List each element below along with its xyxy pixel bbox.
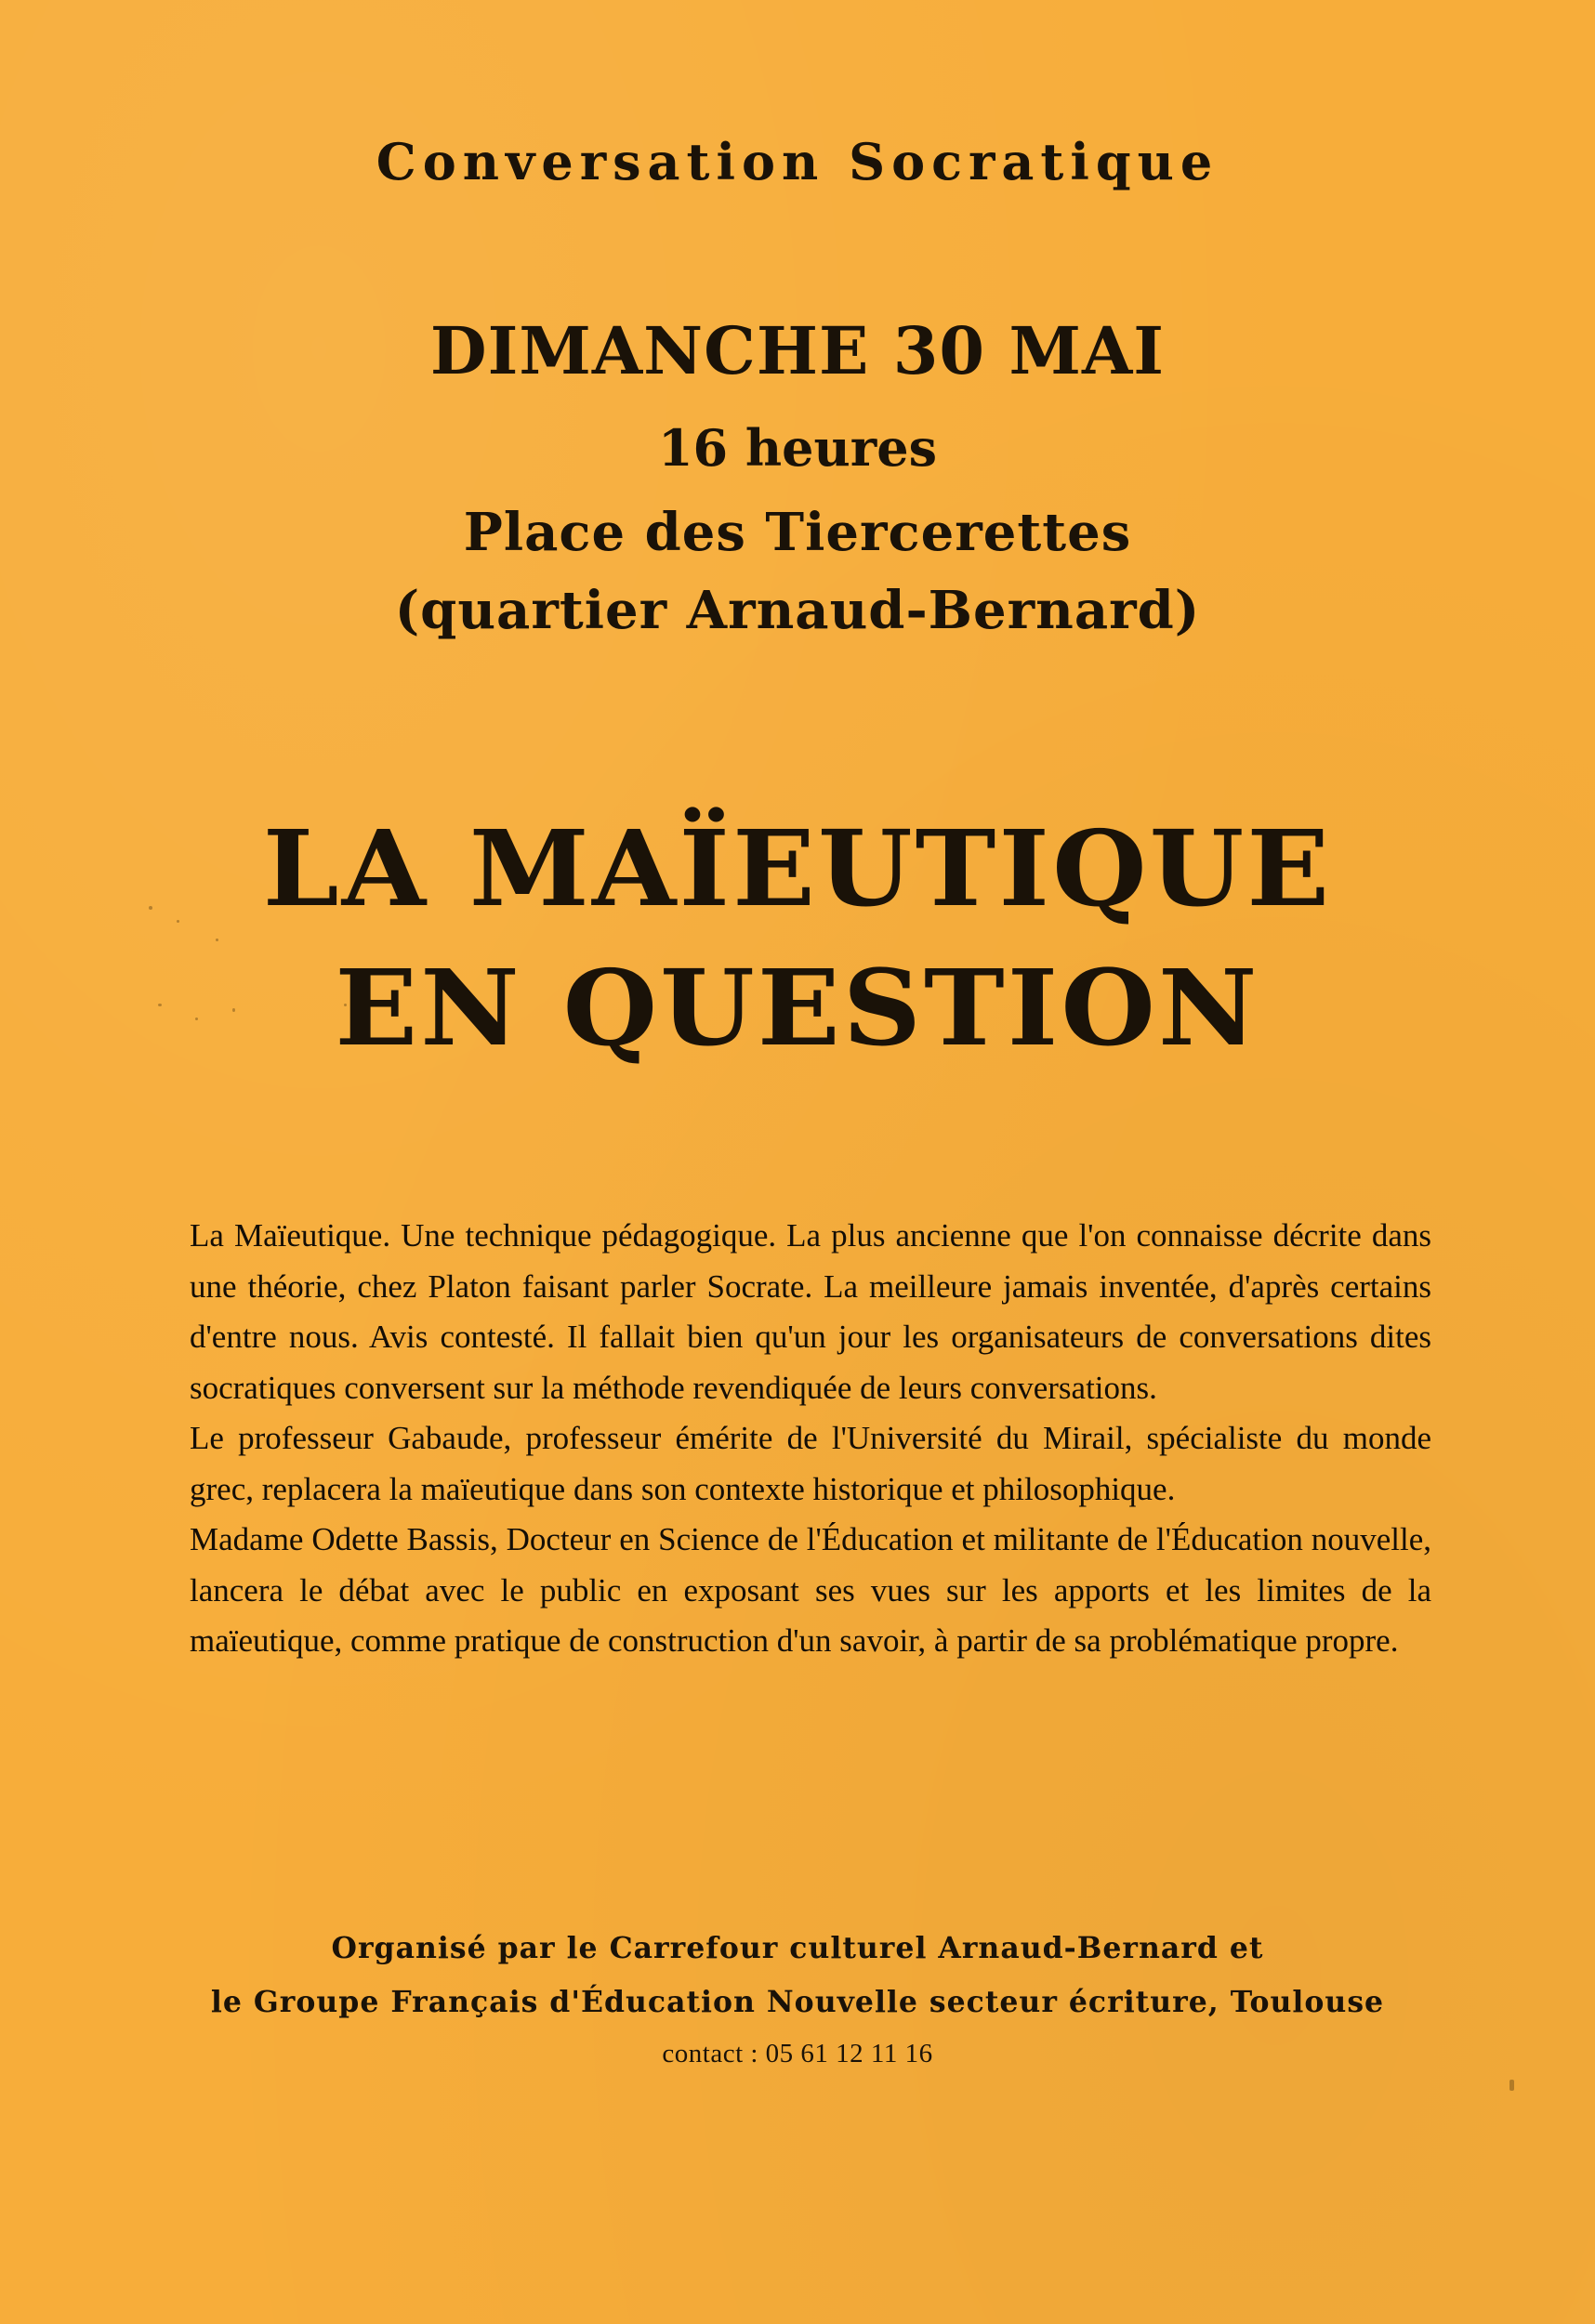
contact-phone: contact : 05 61 12 11 16 bbox=[662, 2039, 933, 2068]
description-paragraph-2: Le professeur Gabaude, professeur émérite de l'Université du Mirail, spécialiste du monde grec, replacera la maïeutique dans son contexte historique et philosophique. bbox=[190, 1420, 1431, 1507]
print-speck bbox=[216, 939, 218, 941]
print-speck bbox=[149, 906, 152, 910]
description-paragraph-3: Madame Odette Bassis, Docteur en Science de l'Éducation et militante de l'Éducation nouvelle, lancera le débat avec le public en exposant ses vues sur les apports et les limites de la maïeutique, comme pratique de construction d'un savoir, à partir de sa problématique propre. bbox=[190, 1521, 1431, 1659]
event-district: (quartier Arnaud-Bernard) bbox=[394, 580, 1201, 641]
event-time: 16 heures bbox=[657, 418, 938, 478]
organizer-line-2: le Groupe Français d'Éducation Nouvelle secteur écriture, Toulouse bbox=[210, 1985, 1385, 2019]
description-paragraph-1: La Maïeutique. Une technique pédagogique. La plus ancienne que l'on connaisse décrite dans une théorie, chez Platon faisant parler Socrate. La meilleure jamais inventée, d'après certains d'entre nous. Avis contesté. Il fallait bien qu'un jour les organisateurs de conversations dites socratiques conversent sur la méthode revendiquée de leurs conversations. bbox=[190, 1217, 1431, 1406]
print-speck bbox=[158, 1004, 162, 1006]
print-speck bbox=[177, 920, 179, 923]
print-speck bbox=[344, 1004, 347, 1006]
event-place: Place des Tiercerettes bbox=[463, 502, 1132, 563]
print-speck bbox=[232, 1008, 235, 1012]
headline-line-1: LA MAÏEUTIQUE bbox=[262, 808, 1333, 930]
organizer-line-1: Organisé par le Carrefour culturel Arnaud-Bernard et bbox=[331, 1931, 1264, 1965]
print-speck bbox=[1509, 2080, 1514, 2091]
print-speck bbox=[195, 1018, 198, 1020]
description-body bbox=[190, 1211, 1431, 1667]
event-date: DIMANCHE 30 MAI bbox=[429, 312, 1166, 389]
headline-line-2: EN QUESTION bbox=[335, 948, 1260, 1070]
event-kicker: Conversation Socratique bbox=[376, 132, 1219, 191]
